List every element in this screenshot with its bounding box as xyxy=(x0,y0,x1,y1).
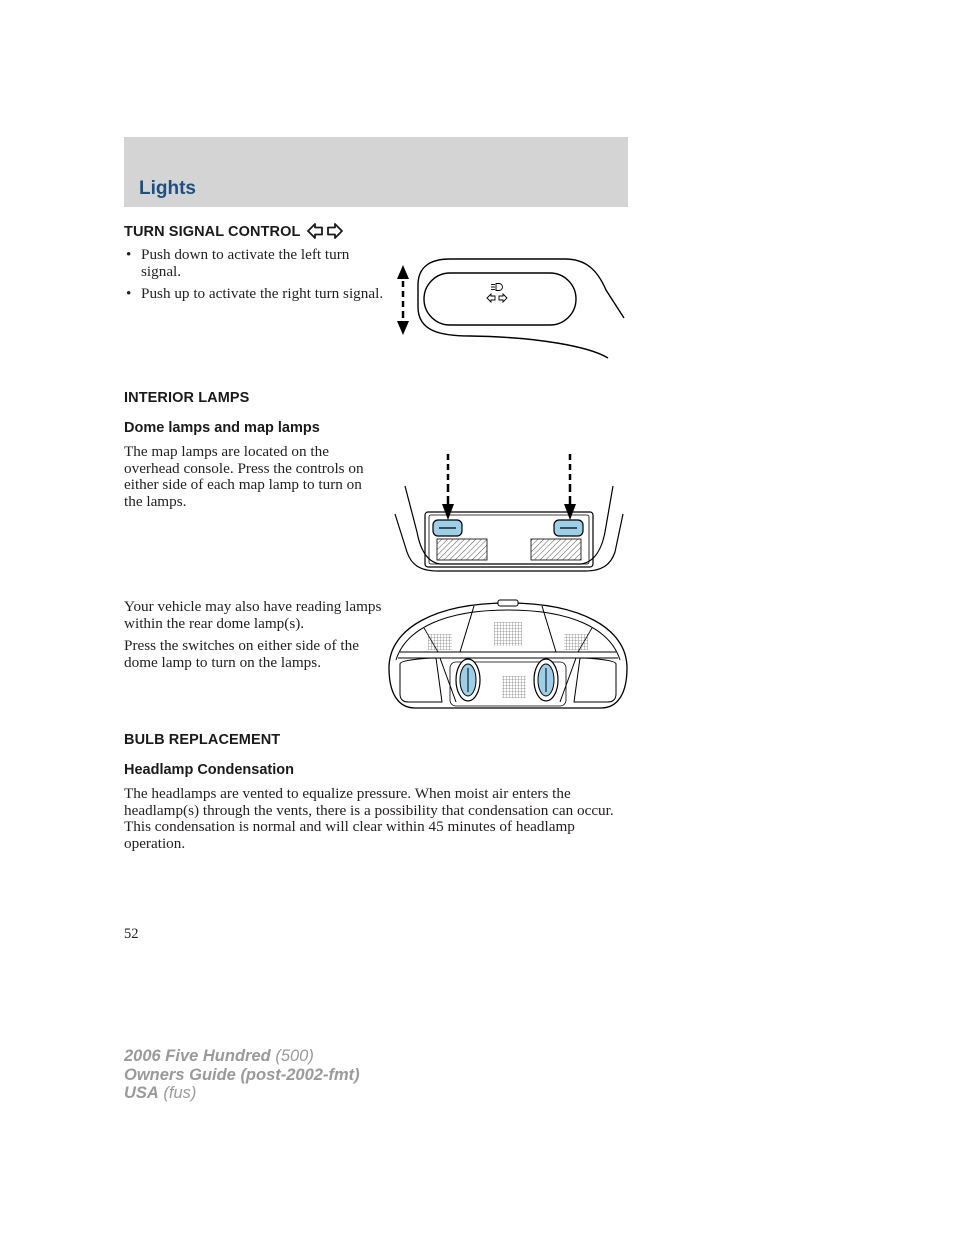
footer-line-2: Owners Guide (post-2002-fmt) xyxy=(124,1065,360,1084)
page-number: 52 xyxy=(124,926,139,942)
turn-signal-bullets xyxy=(124,247,386,309)
up-down-arrow-icon xyxy=(397,265,409,335)
bulb-replacement-heading: BULB REPLACEMENT xyxy=(124,732,281,748)
page-title: Lights xyxy=(139,178,196,199)
footer-line-1: 2006 Five Hundred (500) xyxy=(124,1047,314,1065)
headlamp-condensation-paragraph: The headlamps are vented to equalize pressure. When moist air enters the headlamp(s) through the vents, there is a possibility that condensation can occur. This condensation is normal and will clear within 45 minutes of headlamp operation. xyxy=(124,785,614,852)
dome-switches-paragraph: Press the switches on either side of the dome lamp to turn on the lamps. xyxy=(124,637,359,671)
reading-lamps-paragraph: Your vehicle may also have reading lamps within the rear dome lamp(s). xyxy=(124,598,382,632)
headlamp-condensation-subheading: Headlamp Condensation xyxy=(124,762,294,778)
list-item: • Push down to activate the left turn signal. xyxy=(126,246,350,280)
turn-signal-stalk-figure xyxy=(390,255,630,365)
map-lamp-lens xyxy=(437,539,487,560)
footer xyxy=(124,1047,360,1103)
interior-lamps-heading: INTERIOR LAMPS xyxy=(124,390,250,406)
header-band xyxy=(124,137,628,207)
turn-signal-arrows-icon xyxy=(307,222,343,240)
arrow-down-icon xyxy=(564,454,576,520)
map-lamps-paragraph: The map lamps are located on the overhead console. Press the controls on either side of each map lamp to turn on the lamps. xyxy=(124,443,364,510)
turn-signal-heading-text: TURN SIGNAL CONTROL xyxy=(124,224,301,240)
dome-lamp-switch xyxy=(456,659,480,701)
dome-lamps-subheading: Dome lamps and map lamps xyxy=(124,420,320,436)
map-lamp-lens xyxy=(531,539,581,560)
arrow-down-icon xyxy=(442,454,454,520)
turn-signal-heading xyxy=(124,222,343,240)
list-item: • Push up to activate the right turn signal. xyxy=(126,285,384,302)
rear-dome-lamp-figure xyxy=(386,598,630,714)
dome-lamp-switch xyxy=(534,659,558,701)
footer-line-3: USA (fus) xyxy=(124,1084,197,1102)
overhead-console-figure xyxy=(393,452,629,577)
